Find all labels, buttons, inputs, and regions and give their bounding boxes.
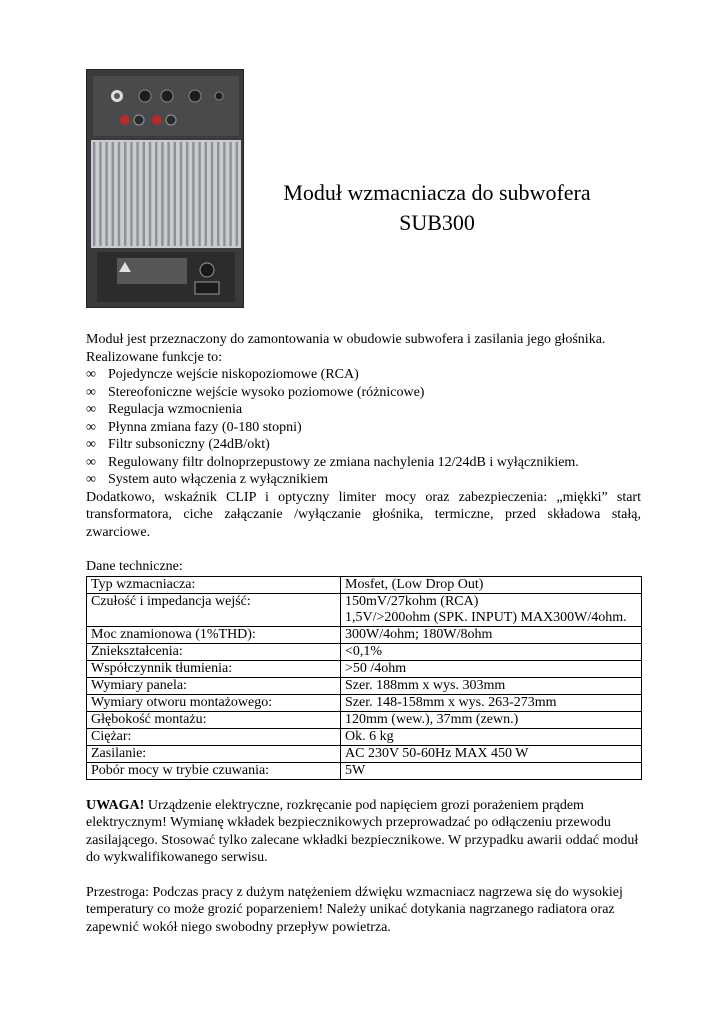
heatsink-fin: [211, 142, 213, 246]
terminal-red-1: [120, 115, 130, 125]
terminal-black-2: [166, 115, 176, 125]
heatsink-fin: [198, 142, 200, 246]
table-row: Wymiary panela: Szer. 188mm x wys. 303mm: [87, 677, 642, 694]
heatsink-fin: [186, 142, 188, 246]
bullet-icon: ∞: [86, 402, 96, 417]
phase-knob: [161, 90, 173, 102]
title-line-1: Moduł wzmacniacza do subwofera: [283, 180, 591, 205]
bullet-icon: ∞: [86, 367, 96, 382]
heatsink-fin: [180, 142, 182, 246]
product-photo: [86, 69, 244, 308]
heatsink-fin: [229, 142, 231, 246]
warning-paragraph: [86, 797, 641, 867]
title-line-2: SUB300: [399, 210, 475, 235]
bullet-icon: ∞: [86, 384, 96, 400]
heatsink-fin: [99, 142, 101, 246]
list-item: ∞ Stereofoniczne wejście wysoko poziomowe (różnicowe): [86, 384, 425, 400]
lpf-switch: [215, 92, 223, 100]
list-item: ∞ Filtr subsoniczny (24dB/okt): [86, 437, 270, 452]
table-row: Głębokość montażu: 120mm (wew.), 37mm (zewn.): [87, 711, 642, 728]
bullet-icon: ∞: [86, 437, 96, 452]
frequency-knob: [189, 90, 201, 102]
heatsink-fin: [143, 142, 145, 246]
bullet-icon: ∞: [86, 454, 96, 470]
heatsink-fin: [130, 142, 132, 246]
heatsink-fin: [236, 142, 238, 246]
list-item: ∞ Pojedyncze wejście niskopoziomowe (RCA): [86, 367, 359, 382]
intro-line-2: Realizowane funkcje to:: [86, 349, 223, 365]
table-row: Moc znamionowa (1%THD): 300W/4ohm; 180W/8ohm: [87, 626, 642, 643]
warning-text: Urządzenie elektryczne, rozkręcanie pod napięciem grozi porażeniem prądem elektrycznym! Wymianę wkładek bezpiecznikowych przeprowadzać po odłączeniu przewodu zasilającego. Stosować tylko zalecane wkładki bezpiecznikowe. W przypadku awarii oddać moduł do wykwalifikowanego serwisu.: [86, 797, 639, 865]
table-row: Ciężar: Ok. 6 kg: [87, 728, 642, 745]
heatsink-fin: [136, 142, 138, 246]
fuse-holder: [200, 263, 214, 277]
power-socket: [195, 282, 219, 294]
list-item: ∞ Regulacja wzmocnienia: [86, 402, 243, 417]
heatsink-fin: [223, 142, 225, 246]
specs-heading: Dane techniczne:: [86, 559, 183, 574]
table-row: Pobór mocy w trybie czuwania: 5W: [87, 762, 642, 779]
heatsink-fin: [167, 142, 169, 246]
amplifier-panel-illustration: [87, 70, 244, 308]
caution-paragraph: Przestroga: Podczas pracy z dużym natężeniem dźwięku wzmacniacz nagrzewa się do wysokiej temperatury co może grozić poparzeniem! Należy unikać dotykania nagrzanego radiatora oraz zapewnić wokół niego swobodny przepływ powietrza.: [86, 884, 623, 935]
terminal-black-1: [134, 115, 144, 125]
table-row: Zasilanie: AC 230V 50-60Hz MAX 450 W: [87, 745, 642, 762]
table-row: Czułość i impedancja wejść: 150mV/27kohm (RCA) 1,5V/>200ohm (SPK. INPUT) MAX300W/4ohm.: [87, 593, 642, 626]
heatsink-fin: [118, 142, 120, 246]
bullet-icon: ∞: [86, 472, 96, 487]
feature-list: [86, 366, 641, 489]
table-row: Zniekształcenia: <0,1%: [87, 643, 642, 660]
table-row: Współczynnik tłumienia: >50 /4ohm: [87, 660, 642, 677]
terminal-red-2: [152, 115, 162, 125]
list-item: ∞ Regulowany filtr dolnoprzepustowy ze zmiana nachylenia 12/24dB i wyłącznikiem.: [86, 454, 579, 470]
heatsink-fin: [112, 142, 114, 246]
heatsink-fin: [192, 142, 194, 246]
heatsink-fin: [174, 142, 176, 246]
intro-line-1: Moduł jest przeznaczony do zamontowania w obudowie subwofera i zasilania jego głośnika.: [86, 332, 606, 347]
list-item: ∞ System auto włączenia z wyłącznikiem: [86, 472, 329, 487]
list-item: ∞ Płynna zmiana fazy (0-180 stopni): [86, 419, 302, 435]
rca-input-center: [114, 93, 120, 99]
gain-knob: [139, 90, 151, 102]
table-row: Typ wzmacniacza: Mosfet, (Low Drop Out): [87, 576, 642, 593]
heatsink-fin: [93, 142, 95, 246]
heatsink-fin: [205, 142, 207, 246]
additional-features: Dodatkowo, wskaźnik CLIP i optyczny limiter mocy oraz zabezpieczenia: „miękki” start transformatora, ciche załączanie /wyłączanie głośnika, termiczne, przed składowa stałą, zwarciowe.: [86, 489, 641, 540]
control-panel: [93, 76, 239, 136]
bullet-icon: ∞: [86, 419, 96, 435]
document-title: [252, 178, 622, 238]
specs-table: [86, 576, 642, 780]
heatsink-fin: [149, 142, 151, 246]
heatsink-fin: [124, 142, 126, 246]
warning-label: UWAGA!: [86, 797, 145, 813]
document-body: [86, 331, 641, 936]
heatsink-fin: [155, 142, 157, 246]
heatsink-fin: [161, 142, 163, 246]
heatsink-fin: [105, 142, 107, 246]
table-row: Wymiary otworu montażowego: Szer. 148-158mm x wys. 263-273mm: [87, 694, 642, 711]
heatsink-fin: [217, 142, 219, 246]
